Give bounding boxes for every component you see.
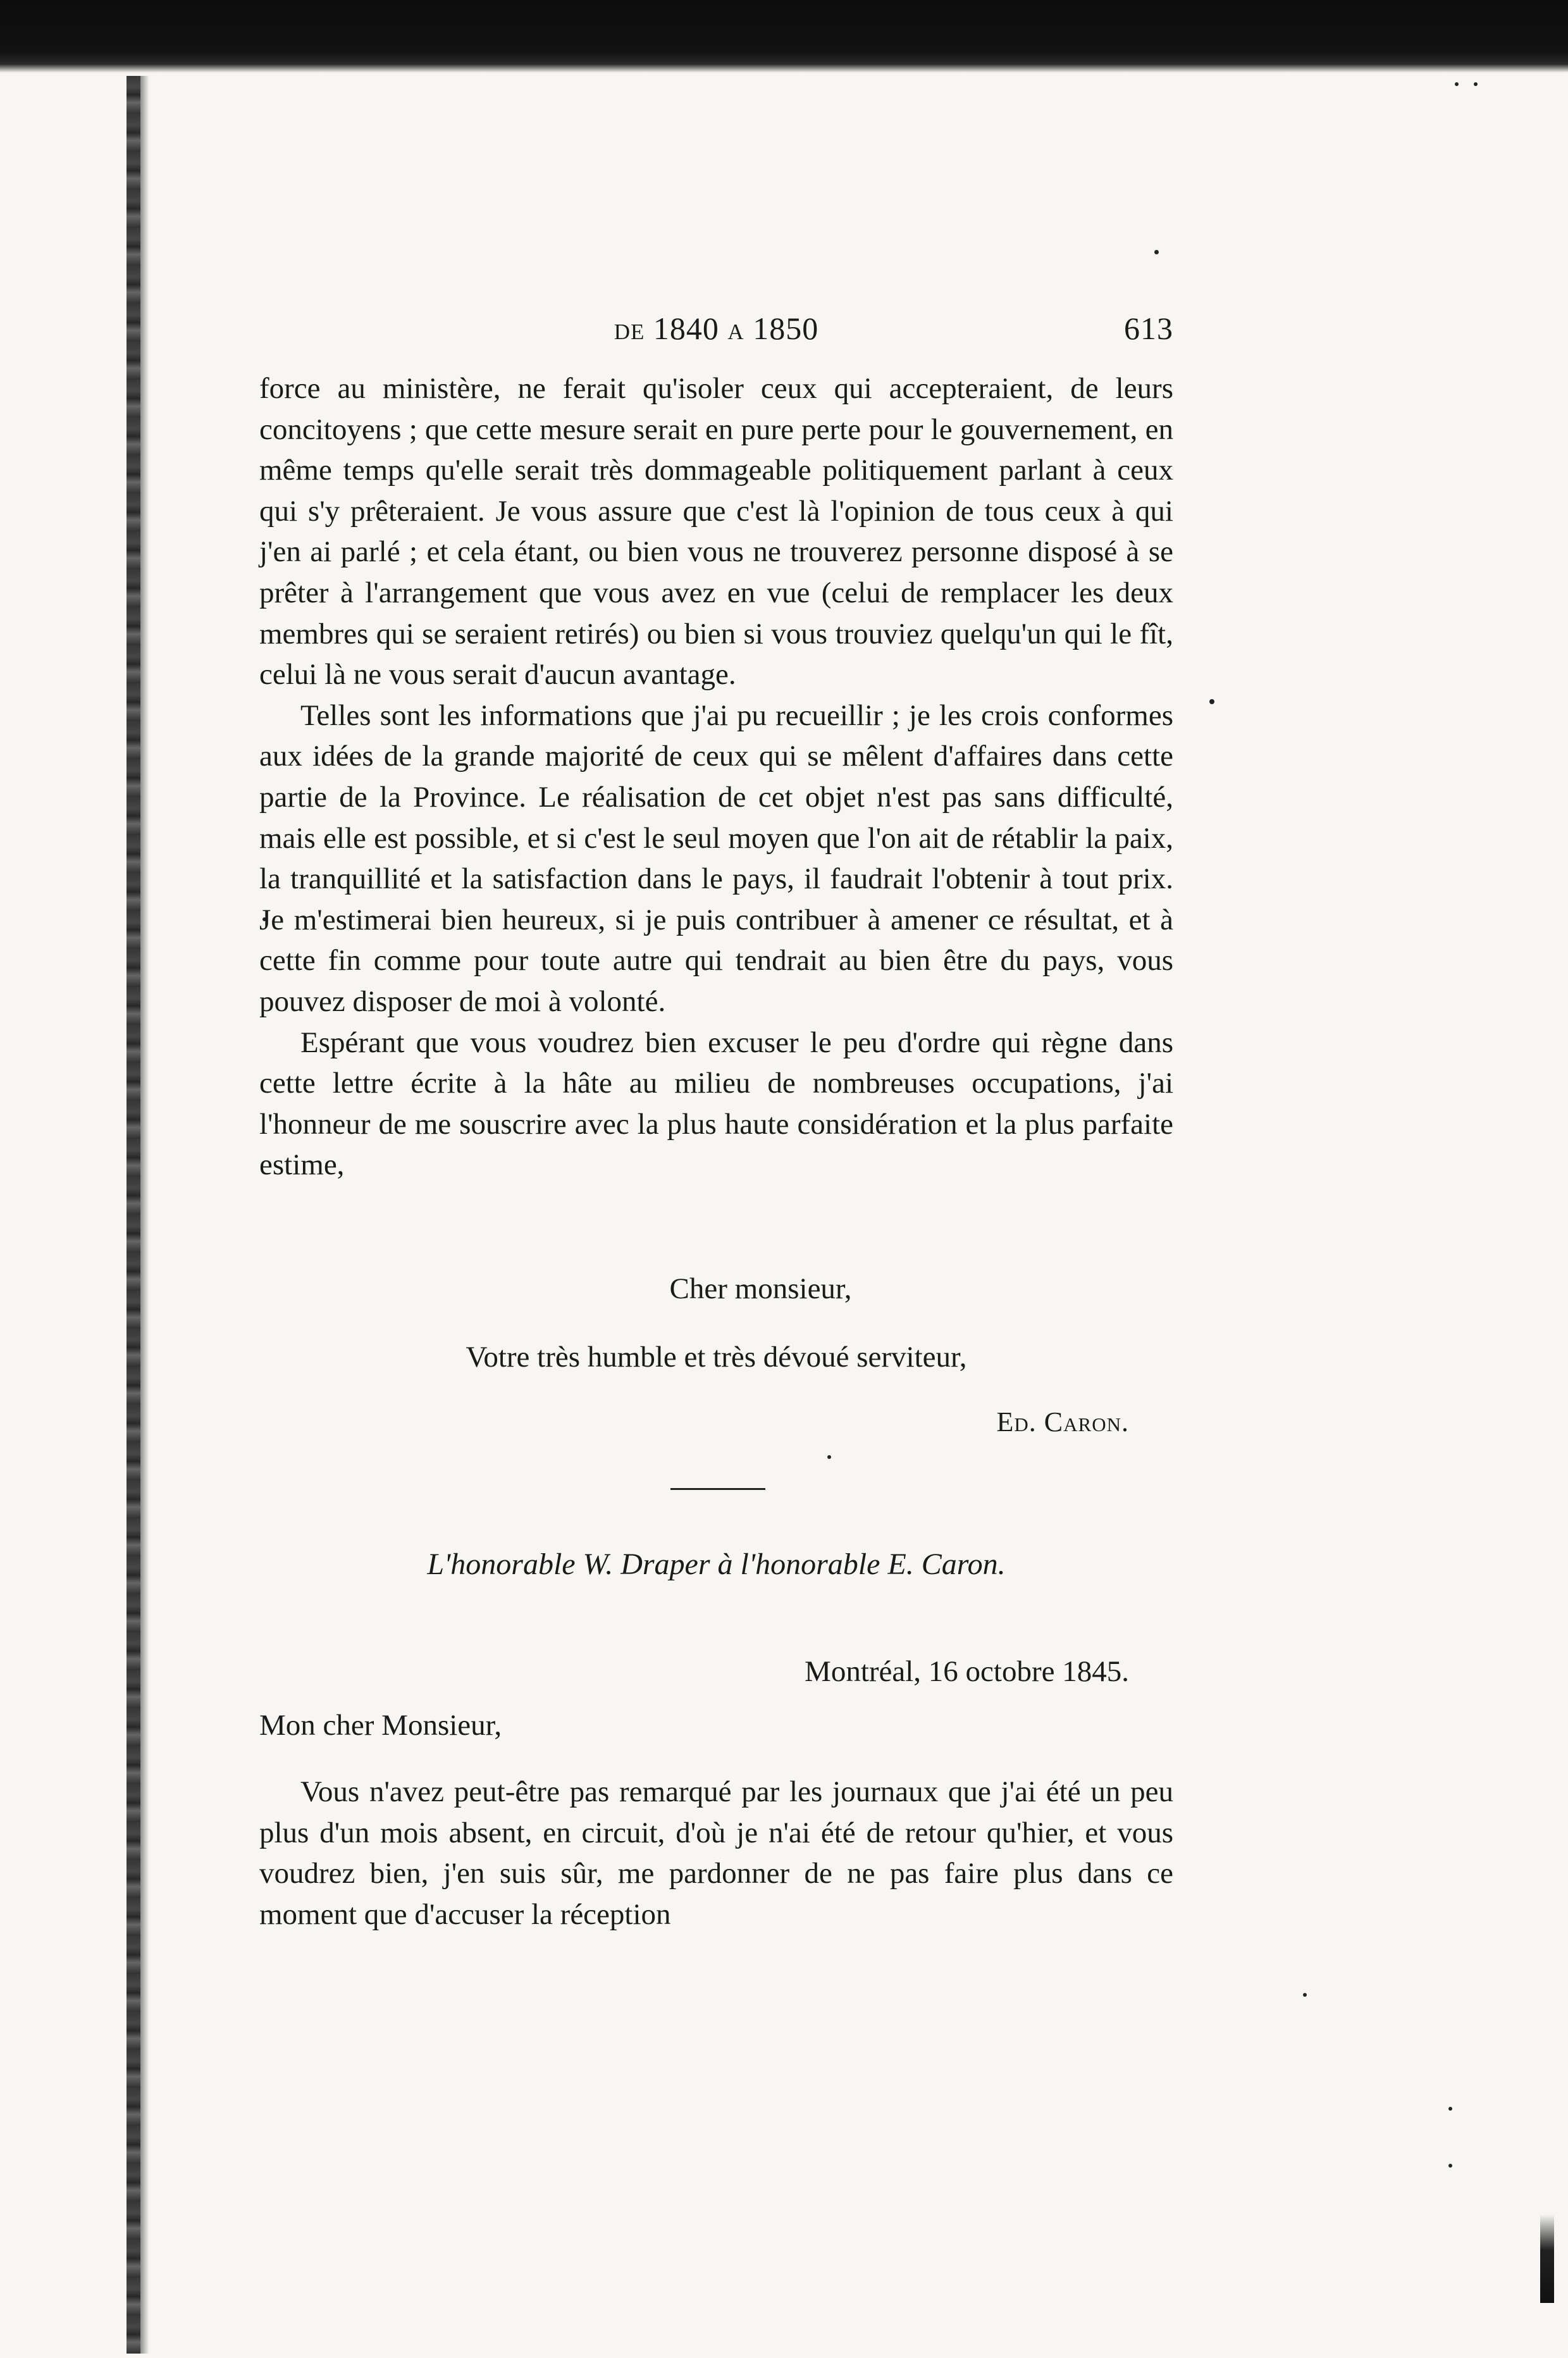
running-head-title: de 1840 a 1850 [614,311,819,346]
section-separator [670,1488,765,1490]
scan-speck [1474,82,1478,86]
scan-corner-mark [1540,2214,1554,2303]
letter-heading: L'honorable W. Draper à l'honorable E. Caron. [427,1548,1006,1581]
scan-speck [1303,1993,1307,1997]
paragraph: Vous n'avez peut-être pas remarqué par les journaux que j'ai été un peu plus d'un mois absent, en circuit, d'où je n'ai été de retour qu'hier, et vous voudrez bien, j'en suis sûr, me pardonner de ne pas faire plus dans ce moment que d'accuser la réception [259,1775,1173,1931]
running-head [259,310,1173,348]
scan-speck [1448,2164,1452,2168]
closing-salutation: Cher monsieur, [669,1272,852,1305]
paragraph: Espérant que vous voudrez bien excuser le peu d'ordre qui règne dans cette lettre écrite à la hâte au milieu de nombreuses occupations, j'ai l'honneur de me souscrire avec la plus haute considération et la plus parfaite estime, [259,1026,1173,1182]
paragraph: force au ministère, ne ferait qu'isoler ceux qui accepteraient, de leurs concitoyens ; que cette mesure serait en pure perte pour le gouvernement, en même temps qu'elle serait très dommageable politiquement parlant à ceux qui s'y prêteraient. Je vous assure que c'est là l'opinion de tous ceux à qui j'en ai parlé ; et cela étant, ou bien vous ne trouverez personne disposé à se prêter à l'arrangement que vous avez en vue (celui de remplacer les deux membres qui se seraient retirés) ou bien si vous trouviez quelqu'un qui le fît, celui là ne vous serait d'aucun avantage. [259,372,1173,692]
signature: Ed. Caron. [996,1406,1129,1437]
scan-speck [1209,699,1214,704]
page-number: 613 [1124,311,1173,346]
scan-speck [827,1455,831,1459]
paragraph: Telles sont les informations que j'ai pu recueillir ; je les crois conformes aux idées de la grande majorité de ceux qui se mêlent d'affaires dans cette partie de la Province. Le réalisation de cet objet n'est pas sans difficulté, mais elle est possible, et si c'est le seul moyen que l'on ait de rétablir la paix, la tranquillité et la satisfaction dans le pays, il faudrait l'obtenir à tout prix. Je m'estimerai bien heureux, si je puis contribuer à amener ce résultat, et à cette fin comme pour toute autre qui tendrait au bien être du pays, vous pouvez disposer de moi à volonté. [259,698,1173,1018]
scan-top-border [0,0,1568,73]
closing-formula: Votre très humble et très dévoué serviteur, [466,1341,967,1374]
scan-binding-edge [127,76,140,2354]
dateline: Montréal, 16 octobre 1845. [805,1655,1129,1688]
letter-salutation: Mon cher Monsieur, [259,1709,502,1742]
scan-speck [1154,250,1159,254]
letter-body [259,1772,1173,1935]
scan-speck [1448,2107,1452,2111]
scan-binding-shadow [140,76,149,2354]
letter-body-continued [259,368,1173,1186]
scan-speck [1455,82,1459,86]
